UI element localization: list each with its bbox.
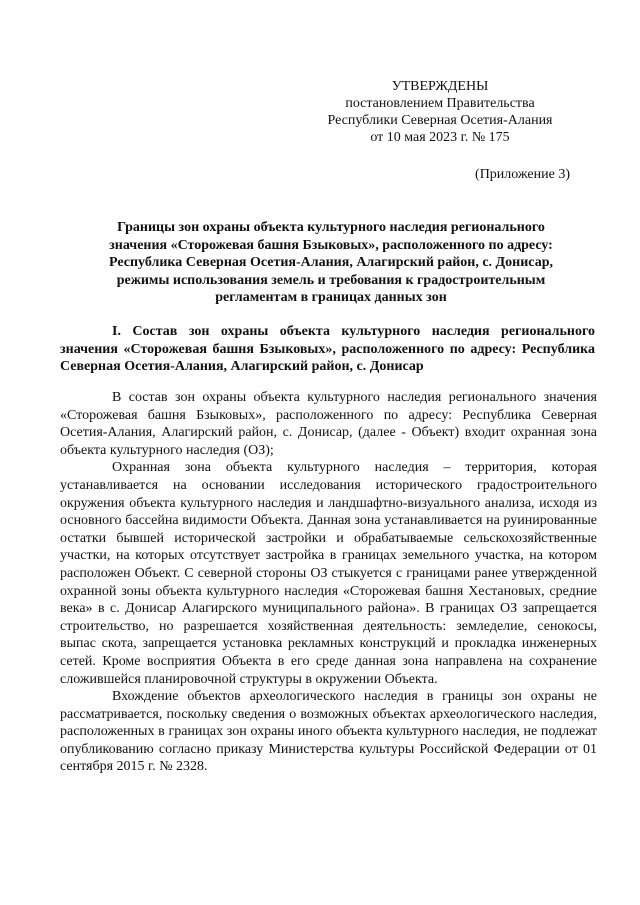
body-paragraph: Вхождение объектов археологического наследия в границы зон охраны не рассматривается, поскольку сведения о возможных объектах археологического наследия, расположенных в границах зон охраны иного объекта культурного наследия, не подлежат опубликованию согласно приказу Министерства культуры Российской Федерации от 01 сентября 2015 г. № 2328. bbox=[60, 689, 597, 775]
section-heading: I. Состав зон охраны объекта культурного наследия регионального значения «Сторожевая башня Бзыковых», расположенного по адресу: Республика Северная Осетия-Алания, Алагирский район, с. Донисар bbox=[60, 324, 595, 375]
document-title: Границы зон охраны объекта культурного наследия регионального значения «Сторожевая башня Бзыковых», расположенного по адресу: Республика Северная Осетия-Алания, Алагирский район, с. Донисар, режимы использования земель и требования к градостроительным регламентам в границах данных зон bbox=[109, 220, 553, 306]
approval-stamp bbox=[300, 78, 580, 146]
approval-line-republic: Республики Северная Осетия-Алания bbox=[327, 113, 553, 128]
approval-line-resolution: постановлением Правительства bbox=[345, 96, 535, 111]
body-paragraph: Охранная зона объекта культурного наследия – территория, которая устанавливается на основании исследования исторического градостроительного окружения объекта культурного наследия и ландшафтно-визуального анализа, исходя из основного бассейна видимости Объекта. Данная зона устанавливается на руинированные остатки бывшей исторической застройки и обрабатываемые сельскохозяйственные участки, на которых отсутствует застройка в границах земельного участка, на котором расположен Объект. С северной стороны ОЗ стыкуется с границами ранее утвержденной охранной зоны объекта культурного наследия «Сторожевая башня Хестановых, средние века» в с. Донисар Алагирского муниципального района». В границах ОЗ запрещается строительство, но разрешается хозяйственная деятельность: земледелие, сенокосы, выпас скота, запрещается установка рекламных конструкций и прокладка инженерных сетей. Кроме восприятия Объекта в его среде данная зона направлена на сохранение сложившейся планировочной структуры в окружении Объекта. bbox=[60, 460, 597, 687]
approval-line-date: от 10 мая 2023 г. № 175 bbox=[370, 130, 510, 145]
document-body bbox=[60, 389, 597, 776]
appendix-label: (Приложение 3) bbox=[475, 167, 570, 182]
approval-line-approved: УТВЕРЖДЕНЫ bbox=[391, 79, 489, 94]
body-paragraph: В состав зон охраны объекта культурного наследия регионального значения «Сторожевая башня Бзыковых», расположенного по адресу: Республика Северная Осетия-Алания, Алагирский район, с. Донисар, (далее - Объект) входит охранная зона объекта культурного наследия (ОЗ); bbox=[60, 390, 597, 458]
